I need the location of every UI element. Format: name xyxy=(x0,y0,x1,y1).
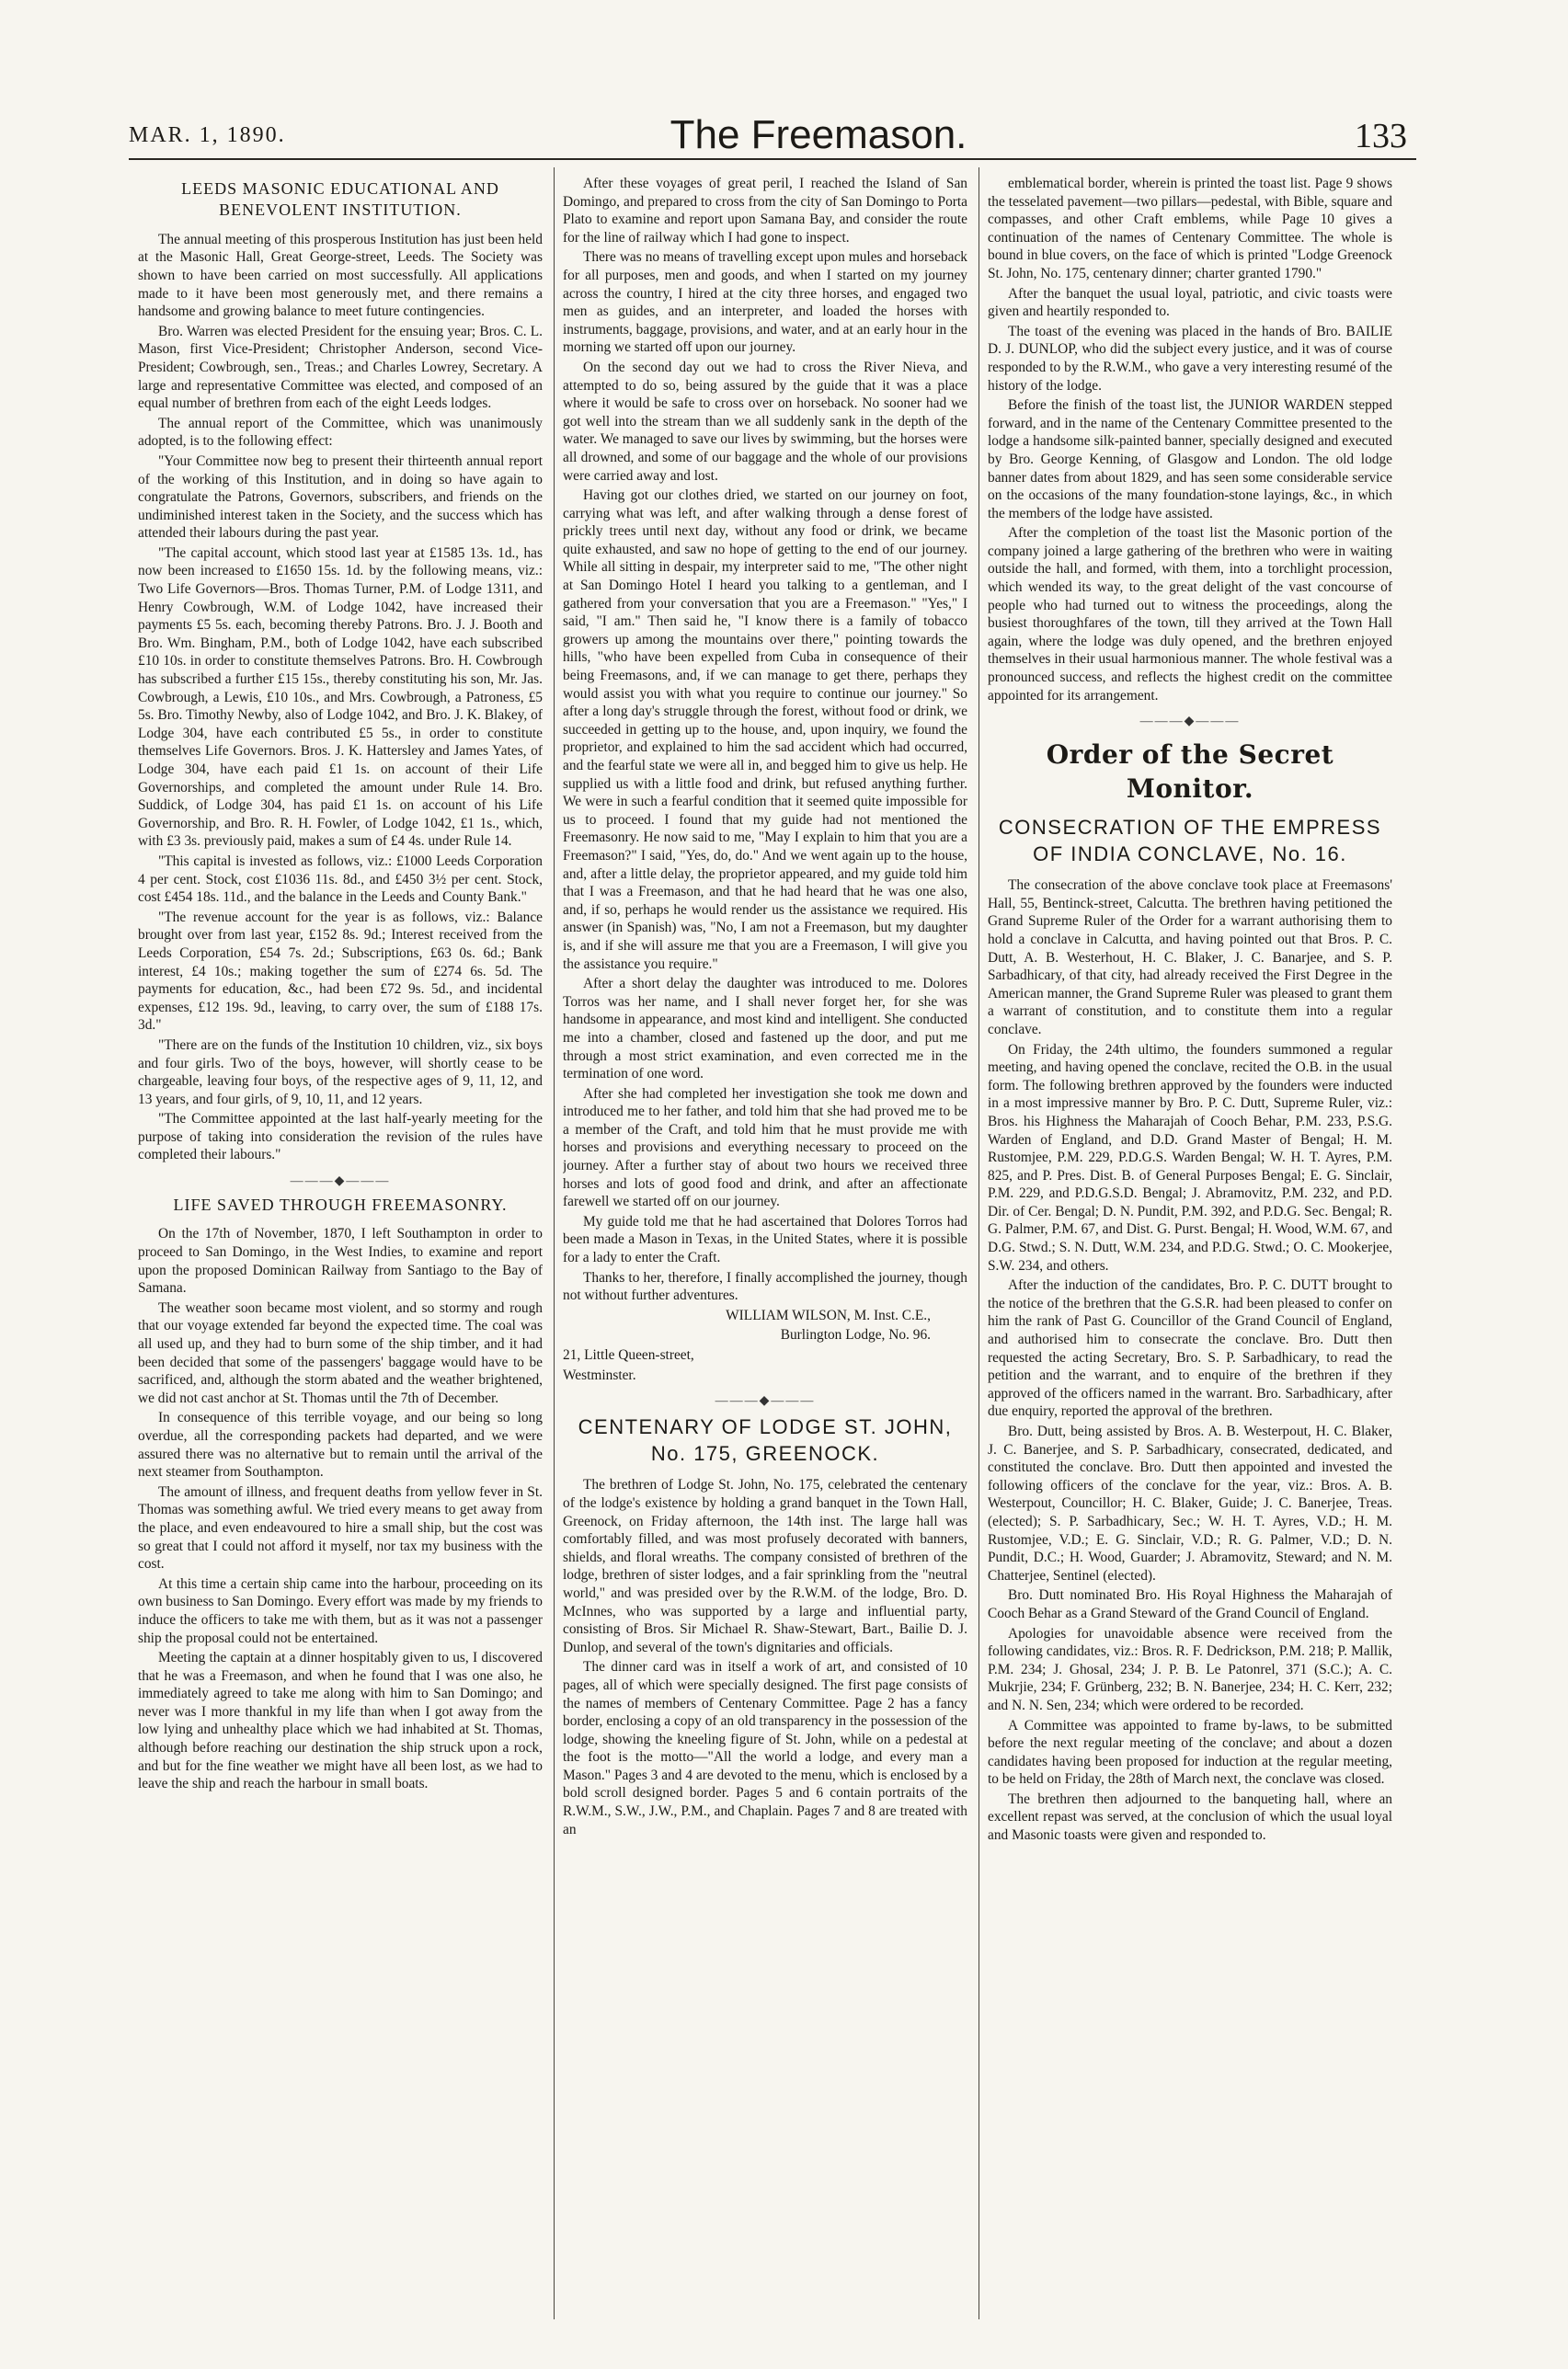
masthead-rule xyxy=(129,158,1416,160)
article-paragraph: Meeting the captain at a dinner hospitably given to us, I discovered that he was a Freemason, and when he found that I was one also, he immediately agreed to take me along with him to San Domingo; and never was I more thankful in my life than when I got away from the low lying and unhealthy place which we had inhabited at St. Thomas, although before reaching our destination the ship struck upon a rock, and but for the fine weather we might have all been lost, as we had to leave the ship and reach the harbour in small boats. xyxy=(138,1650,543,1792)
author-address: 21, Little Queen-street, xyxy=(563,1347,694,1363)
section-separator: ———◆——— xyxy=(1139,715,1241,729)
article-headline-leeds-institution: LEEDS MASONIC EDUCATIONAL AND BENEVOLENT INSTITUTION. xyxy=(181,179,499,220)
article-paragraph: Bro. Dutt nominated Bro. His Royal Highness the Maharajah of Cooch Behar as a Grand Steward of the Grand Council of England. xyxy=(988,1587,1392,1621)
article-paragraph: emblematical border, wherein is printed the toast list. Page 9 shows the tesselated pavement—two pillars—pedestal, with Bible, square and compasses, and other Craft emblems, while Page 10 gives a continuation of the names of Centenary Committee. The whole is bound in blue covers, on the face of which is printed "Lodge Greenock St. John, No. 175, centenary dinner; charter granted 1790." xyxy=(988,176,1392,281)
article-paragraph: "The Committee appointed at the last half-yearly meeting for the purpose of taking into consideration the revision of the rules have completed their labours." xyxy=(138,1111,543,1163)
article-paragraph: After the induction of the candidates, Bro. P. C. DUTT brought to the notice of the brethren that the G.S.R. had been pleased to confer on him the rank of Past G. Councillor of the Grand Council of England, and authorised him to consecrate the conclave. Bro. Dutt then requested the acting Secretary, Bro. S. P. Sarbadhicary, to read the petition and the warrant, and to enquire of the brethren if they approved of the officers named in the warrant. Bro. Sarbadhicary, after due enquiry, reported the approval of the brethren. xyxy=(988,1277,1392,1420)
article-paragraph: The annual meeting of this prosperous Institution has just been held at the Masonic Hall, Great George-street, Leeds. The Society was shown to have been carried on most successfully. All applications made to it have been most generously met, and there remains a handsome and growing balance to meet future contingencies. xyxy=(138,231,543,320)
article-paragraph: On the second day out we had to cross the River Nieva, and attempted to do so, being assured by the guide that it was a place where it would be safe to cross over on horseback. No sooner had we got well into the stream than we all suddenly sank in the depth of the water. We managed to save our lives by swimming, but the horses were all drowned, and some of our baggage and the whole of our provisions were carried away and lost. xyxy=(563,359,967,484)
article-paragraph: The consecration of the above conclave took place at Freemasons' Hall, 55, Bentinck-street, Calcutta. The brethren having petitioned the Grand Supreme Ruler of the Order for a warrant authorising them to hold a conclave in Calcutta, and having pointed out that Bros. P. C. Dutt, A. B. Westerhout, H. C. Blaker, J. C. Banarjee, and S. P. Sarbadhicary, of that city, had already received the First Degree in the American manner, the Grand Supreme Ruler was pleased to grant them a warrant of constitution, and to constitute them into a regular conclave. xyxy=(988,877,1392,1037)
article-paragraph: There was no means of travelling except upon mules and horseback for all purposes, men and goods, and when I started on my journey across the country, I hired at the city three horses, and engaged two men as guides, and an interpreter, and loaded the horses with instruments, baggage, provisions, and water, and at an early hour in the morning we started off upon our journey. xyxy=(563,249,967,356)
section-headline-secret-monitor: Order of the Secret Monitor. xyxy=(1046,739,1334,804)
author-lodge: Burlington Lodge, No. 96. xyxy=(780,1327,931,1344)
masthead xyxy=(129,112,1416,157)
article-paragraph: Having got our clothes dried, we started on our journey on foot, carrying what was left, and after walking through a dense forest of prickly trees until next day, without any food or drink, we became quite exhausted, and saw no hope of getting to the end of our journey. While all sitting in despair, my interpreter said to me, "The other night at San Domingo Hotel I heard you talking to a gentleman, and I gathered from your conversation that you are a Freemason." "Yes," I said, "I am." Then said he, "I know there is a family of tobacco growers up among the mountains over there," pointing towards the hills, "who have been expelled from Cuba in consequence of their being Freemasons, and, if we can manage to get there, perhaps they would assist you with what you require to continue our journey." So after a long day's struggle through the forest, without food or drink, we succeeded in getting up to the house, and, upon inquiry, we found the proprietor, and explained to him the sad accident which had occurred, and the fearful state we were all in, and begged him to give us help. He supplied us with a little food and drink, but refused anything further. We were in such a fearful condition that it seemed quite impossible for us to proceed. I found that my guide had not mentioned the Freemasonry. He now said to me, "May I explain to him that you are a Freemason?" I said, "Yes, do, do." And we went again up to the house, and, after a little delay, the proprietor appeared, and my guide told him that I was a Freemason, and that he had heard that he was one also, and, if so, perhaps he would render us the assistance we required. His answer (in Spanish) was, "No, I am not a Freemason, but my daughter is, and if she will assure me that you are a Freemason, I will give you the assistance you require." xyxy=(563,487,967,972)
article-paragraph: After the banquet the usual loyal, patriotic, and civic toasts were given and heartily responded to. xyxy=(988,285,1392,320)
article-paragraph: "This capital is invested as follows, viz.: £1000 Leeds Corporation 4 per cent. Stock, cost £1036 11s. 8d., and £450 3½ per cent. Stock, cost £454 18s. 11d., and the balance in the Leeds and County Bank." xyxy=(138,853,543,906)
article-paragraph: After the completion of the toast list the Masonic portion of the company joined a large gathering of the brethren who were in waiting outside the hall, and formed, with them, into a torchlight procession, which wended its way, to the great delight of the vast concourse of people who had turned out to witness the proceedings, along the busiest thoroughfares of the town, till they arrived at the Town Hall again, where the lodge was duly opened, and the brethren enjoyed themselves in their usual harmonious manner. The whole festival was a pronounced success, and reflects the highest credit on the committee appointed for its arrangement. xyxy=(988,525,1392,704)
article-paragraph: The amount of illness, and frequent deaths from yellow fever in St. Thomas was something awful. We tried every means to get away from the place, and even endeavoured to hire a small ship, but the cost was so great that I could not afford it myself, nor tax my business with the cost. xyxy=(138,1483,543,1573)
publication-title: The Freemason. xyxy=(670,112,967,157)
author-signature: WILLIAM WILSON, M. Inst. C.E., xyxy=(726,1307,931,1323)
author-address-city: Westminster. xyxy=(563,1367,636,1383)
article-paragraph: "The revenue account for the year is as follows, viz.: Balance brought over from last year, £152 8s. 9d.; Interest received from the Leeds Corporation, £54 7s. 2d.; Subscriptions, £63 0s. 6d.; Bank interest, £4 10s.; making together the sum of £274 6s. 5d. The payments for education, &c., had been £72 9s. 5d., and incidental expenses, £12 19s. 9d., leaving, to carry over, the sum of £188 17s. 3d." xyxy=(138,909,543,1034)
article-paragraph: The annual report of the Committee, which was unanimously adopted, is to the following effect: xyxy=(138,415,543,450)
article-paragraph: "There are on the funds of the Institution 10 children, viz., six boys and four girls. Two of the boys, however, will shortly cease to be chargeable, leaving four boys, of the respective ages of 9, 11, 12, and 13 years, and four girls, of 9, 10, 11, and 12 years. xyxy=(138,1036,543,1107)
article-paragraph: "The capital account, which stood last year at £1585 13s. 1d., has now been increased to £1650 15s. 1d. by the following means, viz.: Two Life Governors—Bros. Thomas Turner, P.M. of Lodge 1311, and Henry Cowbrough, W.M. of Lodge 1042, have increased their payments £5 5s. each, becoming thereby Patrons. Bro. J. J. Booth and Bro. Wm. Bingham, P.M., both of Lodge 1042, have each subscribed £10 10s. in order to constitute themselves Patrons. Bro. H. Cowbrough has subscribed a further £15 15s., thereby constituting his son, Mr. Jas. Cowbrough, a Lewis, £10 10s., and Mrs. Cowbrough, a Patroness, £5 5s. Bro. Timothy Newby, also of Lodge 1042, and Bro. J. K. Blakey, of Lodge 304, have each contributed £5 5s., in order to constitute themselves Life Governors. Bros. J. K. Hattersley and James Yates, of Lodge 304, have each paid £1 1s. on account of their Life Governorships, and completed the amount under Rule 14. Bro. Suddick, of Lodge 304, has paid £1 1s. on account of his Life Governorship, and Bro. R. H. Fowler, of Lodge 1042, £1 1s., which, with £3 3s. previously paid, makes a sum of £4 4s. under Rule 14. xyxy=(138,544,543,850)
article-paragraph: A Committee was appointed to frame by-laws, to be submitted before the next regular meeting of the conclave; and about a dozen candidates having been proposed for induction at the regular meeting, to be held on Friday, the 28th of March next, the conclave was closed. xyxy=(988,1717,1392,1788)
article-headline-empress-conclave: CONSECRATION OF THE EMPRESS OF INDIA CONCLAVE, No. 16. xyxy=(998,816,1382,865)
page-number: 133 xyxy=(1355,117,1407,155)
article-paragraph: Bro. Warren was elected President for the ensuing year; Bros. C. L. Mason, first Vice-President; Christopher Anderson, second Vice-President; Cowbrough, sen., Treas.; and Charles Lowrey, Secretary. A large and representative Committee was elected, and composed of an equal number of brethren from each of the eight Leeds lodges. xyxy=(138,323,543,412)
article-paragraph: After she had completed her investigation she took me down and introduced me to her father, and told him that she had proved me to be a member of the Craft, and told him that he must provide me with horses and provisions and everything necessary to proceed on the journey. After a further stay of about two hours we received three horses and lots of good food and drink, and after an affectionate farewell we started off on our journey. xyxy=(563,1085,967,1210)
article-paragraph: The brethren of Lodge St. John, No. 175, celebrated the centenary of the lodge's existence by holding a grand banquet in the Town Hall, Greenock, on Friday afternoon, the 14th inst. The large hall was comfortably filled, and was most profusely decorated with banners, shields, and floral wreaths. The company consisted of brethren of the lodge, brethren of sister lodges, and a fair sprinkling from the "neutral world," and was presided over by the R.W.M. of the lodge, Bro. D. McInnes, who was supported by a large and influential party, consisting of Bros. Sir Michael R. Shaw-Stewart, Bart., Bailie D. J. Dunlop, and several of the town's dignitaries and officials. xyxy=(563,1477,967,1655)
issue-date: MAR. 1, 1890. xyxy=(129,123,286,147)
article-paragraph: Before the finish of the toast list, the JUNIOR WARDEN stepped forward, and in the name of the Centenary Committee presented to the lodge a handsome silk-painted banner, specially designed and executed by Bro. George Kenning, of Glasgow and London. The old lodge banner dates from about 1829, and has seen some considerable service on the occasions of the many foundation-stone layings, &c., in which the members of the lodge have assisted. xyxy=(988,397,1392,521)
article-paragraph: In consequence of this terrible voyage, and our being so long overdue, all the corresponding packets had departed, and we were assured there was no alternative but to remain until the arrival of the next steamer from Southampton. xyxy=(138,1410,543,1481)
article-paragraph: After these voyages of great peril, I reached the Island of San Domingo, and prepared to cross from the city of San Domingo to Porta Plato to examine and report upon Samana Bay, and consider the route for the line of railway which I had gone to inspect. xyxy=(563,176,967,246)
article-headline-life-saved: LIFE SAVED THROUGH FREEMASONRY. xyxy=(173,1196,508,1215)
section-separator: ———◆——— xyxy=(290,1174,391,1189)
article-paragraph: On the 17th of November, 1870, I left Southampton in order to proceed to San Domingo, in the West Indies, to examine and report upon the proposed Dominican Railway from Santiago to the Bay of Samana. xyxy=(138,1226,543,1297)
article-paragraph: On Friday, the 24th ultimo, the founders summoned a regular meeting, and having opened the conclave, recited the O.B. in the usual form. The following brethren approved by the founders were inducted in a most impressive manner by Bro. P. C. Dutt, Supreme Ruler, viz.: Bros. his Highness the Maharajah of Cooch Behar, P.M. 233, P.S.G. Warden of England, and D.D. Grand Master of Bengal; H. M. Rustomjee, P.M. 229, P.D.G.S. Warden Bengal; W. H. T. Ayres, P.M. 825, and P. Pres. Dist. B. of General Purposes Bengal; E. G. Sinclair, P.M. 229, and P.D.G.S.D. Bengal; J. Abramovitz, P.M. 232, and P.D. Dir. of Cer. Bengal; D. N. Pundit, P.M. 392, and P.D.G. Sec. Bengal; R. G. Palmer, P.M. 67, and Dist. G. Purst. Bengal; H. Wood, W.M. 67, and D.G. Stwd.; S. N. Dutt, W.M. 234, and P.D.G. Stwd.; O. C. Mookerjee, S.W. 234, and others. xyxy=(988,1041,1392,1274)
article-paragraph: Bro. Dutt, being assisted by Bros. A. B. Westerpout, H. C. Blaker, J. C. Banerjee, and S. P. Sarbadhicary, consecrated, dedicated, and constituted the conclave. Bro. Dutt then appointed and invested the following officers of the conclave for the year, viz.: Bros. A. B. Westerpout, Councillor; H. C. Blaker, Guide; J. C. Banerjee, Treas. (elected); S. P. Sarbadhicary, Sec.; W. H. T. Ayres, V.D.; H. M. Rustomjee, V.D.; E. G. Sinclair, V.D.; R. G. Palmer, V.D.; D. N. Pundit, D.C.; H. Wood, Guarder; J. Abramovitz, Steward; and N. M. Chatterjee, Sentinel (elected). xyxy=(988,1424,1392,1584)
article-paragraph: "Your Committee now beg to present their thirteenth annual report of the working of this Institution, and in doing so have again to congratulate the Patrons, Governors, subscribers, and friends on the undiminished interest taken in the Society, and the success which has attended their labours during the past year. xyxy=(138,452,543,542)
column-2 xyxy=(563,175,967,2318)
article-paragraph: The brethren then adjourned to the banqueting hall, where an excellent repast was served, at the conclusion of which the usual loyal and Masonic toasts were given and responded to. xyxy=(988,1791,1392,1844)
article-paragraph: The dinner card was in itself a work of art, and consisted of 10 pages, all of which were specially designed. The first page consists of the names of members of Centenary Committee. Page 2 has a fancy border, enclosing a copy of an old transparency in the possession of the lodge, showing the kneeling figure of St. John, while on a pedestal at the foot is the motto—"All the world a lodge, and every man a Mason." Pages 3 and 4 are devoted to the menu, which is enclosed by a bold scroll designed border. Pages 5 and 6 contain portraits of the R.W.M., S.W., J.W., P.M., and Chaplain. Pages 7 and 8 are treated with an xyxy=(563,1659,967,1837)
section-separator: ———◆——— xyxy=(715,1394,816,1409)
article-paragraph: Thanks to her, therefore, I finally accomplished the journey, though not without further adventures. xyxy=(563,1269,967,1304)
article-paragraph: Apologies for unavoidable absence were received from the following candidates, viz.: Bros. R. F. Dedrickson, P.M. 218; P. Mallik, P.M. 234; J. Ghosal, 234; J. P. B. Le Patonrel, 371 (S.C.); A. C. Mukrjie, 234; F. Grünberg, 232; B. N. Banerjee, 234; H. C. Kerr, 232; and N. N. Sen, 234; which were ordered to be recorded. xyxy=(988,1625,1392,1713)
article-paragraph: After a short delay the daughter was introduced to me. Dolores Torros was her name, and I shall never forget her, for she was handsome in appearance, and most kind and intelligent. She conducted me into a chamber, closed and fastened up the door, and put me through a most strict examination, and even corrected me in the termination of one word. xyxy=(563,976,967,1082)
article-paragraph: The weather soon became most violent, and so stormy and rough that our voyage extended far beyond the expected time. The coal was all used up, and they had to burn some of the ship timber, and it had been decided that some of the passengers' baggage would have to be sacrificed, and, although the storm abated and the weather brightened, we did not cast anchor at St. Thomas until the 7th of December. xyxy=(138,1299,543,1406)
article-headline-centenary: CENTENARY OF LODGE ST. JOHN, No. 175, GREENOCK. xyxy=(578,1415,953,1465)
column-1 xyxy=(138,175,543,2318)
article-paragraph: The toast of the evening was placed in the hands of Bro. BAILIE D. J. DUNLOP, who did the subject every justice, and it was of course responded to by the R.W.M., who gave a very interesting resumé of the history of the lodge. xyxy=(988,323,1392,394)
article-paragraph: At this time a certain ship came into the harbour, proceeding on its own business to San Domingo. Every effort was made by my friends to induce the officers to take me with them, but as it was not a passenger ship the proposal could not be entertained. xyxy=(138,1575,543,1646)
article-paragraph: My guide told me that he had ascertained that Dolores Torros had been made a Mason in Texas, in the United States, where it is possible for a lady to enter the Craft. xyxy=(563,1213,967,1266)
column-3 xyxy=(988,175,1392,2318)
column-divider xyxy=(554,167,555,2319)
